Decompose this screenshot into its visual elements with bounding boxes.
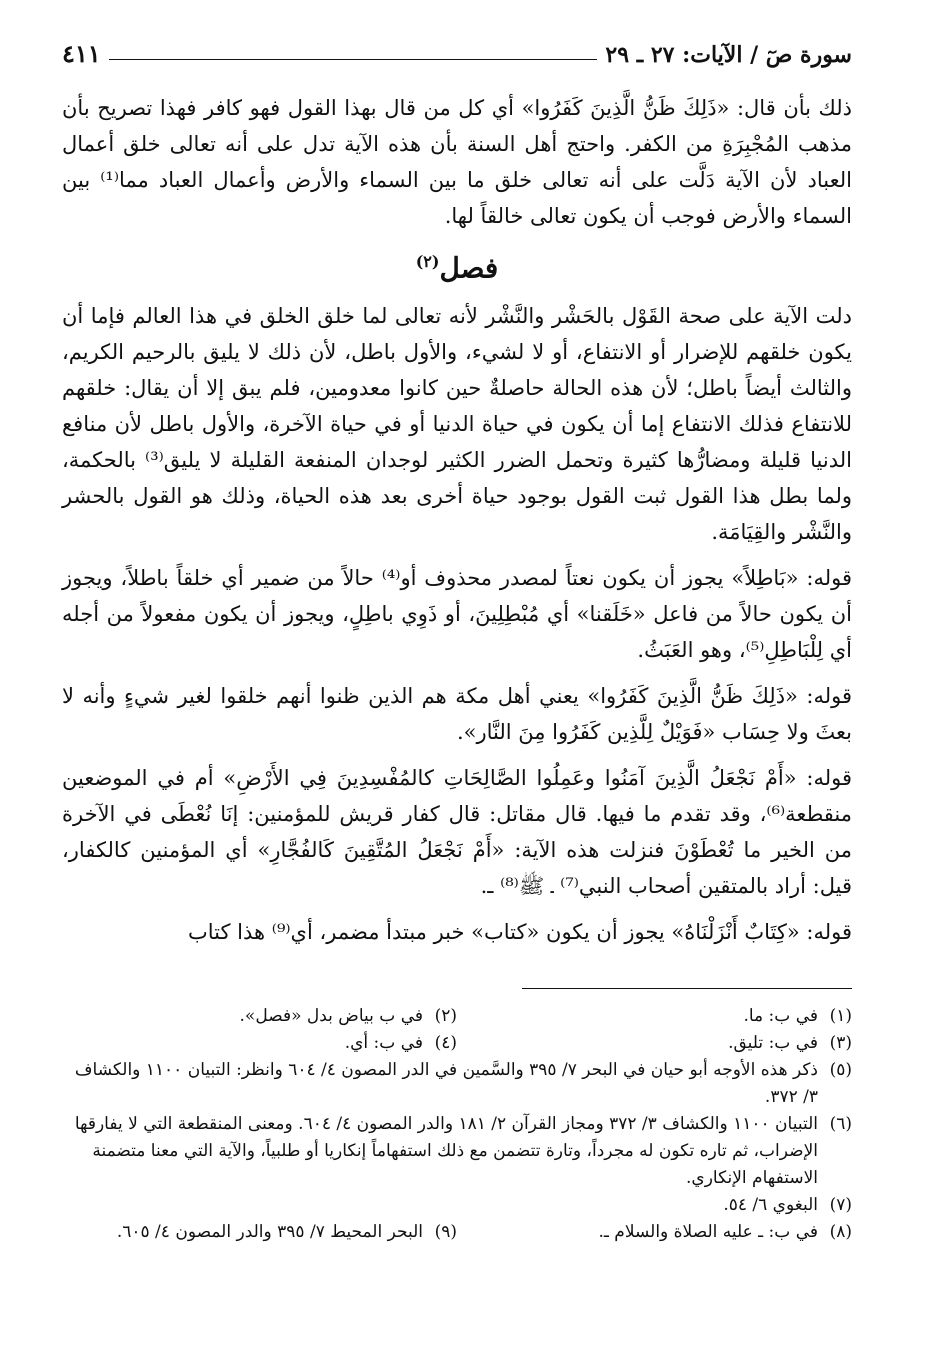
main-text xyxy=(62,90,852,950)
footnote-text: البحر المحيط ٧/ ٣٩٥ والدر المصون ٤/ ٦٠٥. xyxy=(116,1222,423,1243)
footnote-number: (٥) xyxy=(829,1060,852,1081)
footnote-text: في ب: تليق. xyxy=(728,1033,818,1054)
footnote-item xyxy=(62,1192,852,1219)
footnote-row xyxy=(62,1003,852,1030)
paragraph: قوله: «ذَلِكَ ظَنُّ الَّذِينَ كَفَرُوا» يعني أهل مكة هم الذين ظنوا أنهم خلقوا لغير شيءٍ وأنه لا بعثَ ولا حِسَاب «فَوَيْلٌ لِلَّذِين كَفَرُوا مِنَ النَّار». xyxy=(62,684,852,745)
footnote-item xyxy=(62,1219,457,1246)
footnote-number: (٣) xyxy=(829,1033,852,1054)
paragraph: دلت الآية على صحة القَوْل بالحَشْر والنَّشْر لأنه تعالى لما خلق الخلق في هذا العالم فإما أن يكون خلقهم للإضرار أو الانتفاع، أو لا لشيء، والأول باطل، لأن ذلك لا يليق بالرحيم الكريم، والثالث أيضاً باطل؛ لأن هذه الحالة حاصلةٌ حين كانوا معدومين، فلم يبق إلا أن يقال: خلقهم للانتفاع فذلك الانتفاع إما أن يكون في حياة الدنيا أو في حياة الآخرة، والأول باطل لأن منافع الدنيا قليلة ومضارُّها كثيرة وتحمل الضرر الكثير لوجدان المنفعة القليلة لا يليق⁽³⁾ بالحكمة، ولما بطل هذا القول ثبت القول بوجود حياة أخرى بعد هذه الحياة، وذلك هو القول بالحشر والنَّشْر والقِيَامَة. xyxy=(62,304,852,545)
footnote-separator xyxy=(522,988,852,989)
footnote-number: (٨) xyxy=(829,1222,852,1243)
section-heading xyxy=(62,244,852,286)
footnote-number: (٢) xyxy=(434,1006,457,1027)
footnote-number: (٦) xyxy=(829,1114,852,1135)
paragraph: قوله: «كِتَابٌ أَنْزَلْنَاهُ» يجوز أن يكون «كتاب» خبر مبتدأ مضمر، أي⁽⁹⁾ هذا كتاب xyxy=(188,920,852,945)
footnote-item xyxy=(62,1003,457,1030)
paragraph: قوله: «بَاطِلاً» يجوز أن يكون نعتاً لمصدر محذوف أو⁽⁴⁾ حالاً من ضمير أي خلقاً باطلاً، ويجوز أن يكون حالاً من فاعل «خَلَقنا» أي مُبْطِلِينَ، أو ذَوِي باطِلٍ، ويجوز أن يكون مفعولاً من أجله أي لِلْبَاطِلِ⁽⁵⁾، وهو العَبَثُ. xyxy=(62,566,852,663)
footnote-item xyxy=(457,1030,852,1057)
paragraph: ذلك بأن قال: «ذَلِكَ ظَنُّ الَّذِينَ كَفَرُوا» أي كل من قال بهذا القول فهو كافر فهذا تصريح بأن مذهب المُجْبِرَةِ من الكفر. واحتج أهل السنة بأن هذه الآية تدل على أنه تعالى خلق أعمال العباد لأن الآية دَلَّت على أنه تعالى خلق ما بين السماء والأرض وأعمال العباد مما⁽¹⁾ بين السماء والأرض فوجب أن يكون تعالى خالقاً لها. xyxy=(62,96,852,228)
page xyxy=(62,28,852,1246)
footnote-row xyxy=(62,1030,852,1057)
footnote-item xyxy=(62,1030,457,1057)
footnote-item xyxy=(457,1003,852,1030)
footnote-number: (١) xyxy=(829,1006,852,1027)
footnote-text: في ب: ما. xyxy=(743,1006,818,1027)
section-heading-marker: (٢) xyxy=(415,252,440,271)
footnotes xyxy=(62,1003,852,1246)
footnote-item xyxy=(457,1219,852,1246)
footnote-text: ذكر هذه الأوجه أبو حيان في البحر ٧/ ٣٩٥ والسَّمين في الدر المصون ٤/ ٦٠٤ وانظر: التبيان ١١٠٠ والكشاف ٣/ ٣٧٢. xyxy=(74,1060,818,1108)
footnote-number: (٧) xyxy=(829,1195,852,1216)
footnote-text: في ب بياض بدل «فصل». xyxy=(239,1006,423,1027)
footnote-text: في ب: ـ عليه الصلاة والسلام ـ. xyxy=(598,1222,818,1243)
running-header xyxy=(62,28,852,68)
section-heading-label: فصل xyxy=(439,251,499,285)
footnote-number: (٤) xyxy=(434,1033,457,1054)
footnote-item xyxy=(62,1111,852,1192)
footnote-number: (٩) xyxy=(434,1222,457,1243)
header-rule xyxy=(109,59,598,60)
footnote-text: في ب: أي. xyxy=(344,1033,423,1054)
footnote-row xyxy=(62,1219,852,1246)
surah-verses-title: سورة صٓ / الآيات: ٢٧ ـ ٢٩ xyxy=(605,42,852,68)
footnote-text: البغوي ٦/ ٥٤. xyxy=(723,1195,818,1216)
footnote-text: التبيان ١١٠٠ والكشاف ٣/ ٣٧٢ ومجاز القرآن ٢/ ١٨١ والدر المصون ٤/ ٦٠٤. ومعنى المنقطعة التي لا يفارقها الإضراب، ثم تاره تكون له مجرداً، وتارة تتضمن مع ذلك استفهاماً إنكاريا أو طلبياً، والآية التي معنا متضمنة الاستفهام الإنكاري. xyxy=(74,1114,818,1189)
page-number: ٤١١ xyxy=(62,39,101,68)
paragraph: قوله: «أَمْ نَجْعَلُ الَّذِينَ آمَنُوا وعَمِلُوا الصَّالِحَاتِ كالمُفْسِدِينَ فِي الأَرْضِ» أم في الموضعين منقطعة⁽⁶⁾، وقد تقدم ما فيها. قال مقاتل: قال كفار قريش للمؤمنين: إنَا نُعْطَى في الآخرة من الخير ما تُعْطَوْنَ فنزلت هذه الآية: «أَمْ نَجْعَلُ المُتَّقِينَ كَالفُجَّارِ» أي المؤمنين كالكفار، قيل: أراد بالمتقين أصحاب النبي⁽⁷⁾ ـ ﷺ⁽⁸⁾ ـ. xyxy=(62,766,852,899)
footnote-item xyxy=(62,1057,852,1111)
